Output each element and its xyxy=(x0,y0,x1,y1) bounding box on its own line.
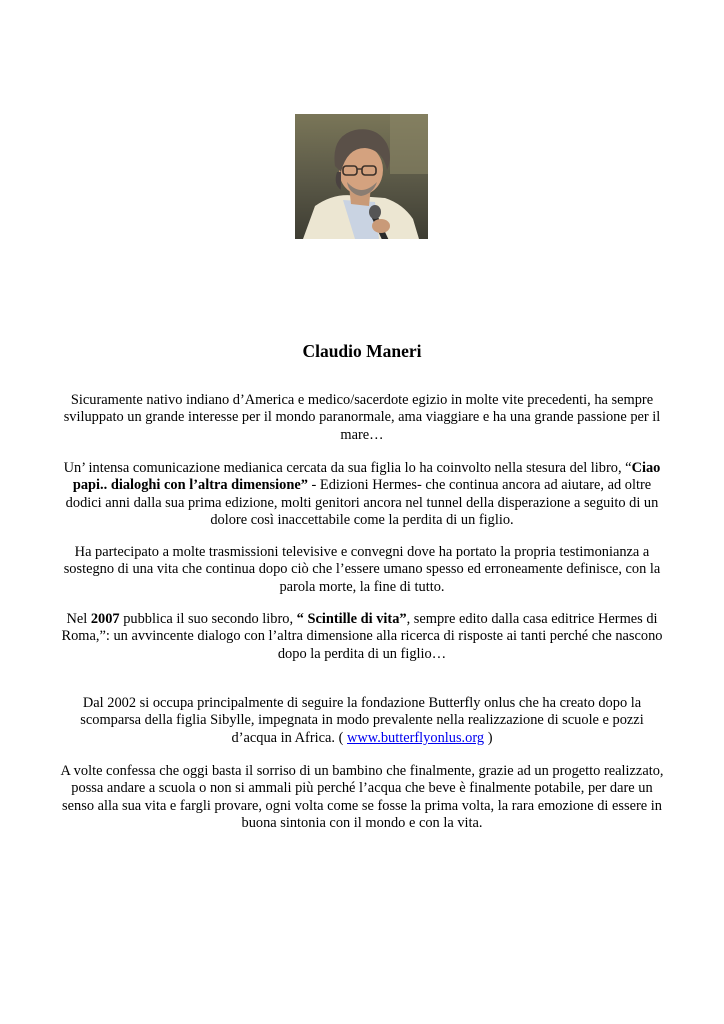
bio-paragraph-1: Sicuramente nativo indiano d’America e medico/sacerdote egizio in molte vite precedenti, ha sempre sviluppato un grande interesse per il mondo paranormale, ama viaggiare e ha una grande passione per il mare… xyxy=(63,392,661,443)
bio-paragraph-4 xyxy=(60,611,664,663)
author-name-title: Claudio Maneri xyxy=(302,341,422,361)
paragraph-text: , sempre edito dalla casa editrice Hermes di Roma,”: un avvincente dialogo con l’altra dimensione alla ricerca di risposte ai tanti perché che nascono dopo la perdita di un figlio… xyxy=(61,611,663,662)
publication-year: 2007 xyxy=(90,611,120,627)
bio-paragraph-5 xyxy=(60,695,664,747)
paragraph-text: - Edizioni Hermes- che continua ancora ad aiutare, ad oltre dodici anni dalla sua prima edizione, molti genitori ancora nel tunnel della disperazione a seguito di un dolore così inaccettabile come la perdita di un figlio. xyxy=(65,477,659,529)
paragraph-text: pubblica il suo secondo libro, xyxy=(119,611,297,627)
paragraph-text: Un’ intensa comunicazione medianica cercata da sua figlia lo ha coinvolto nella stesura del libro, “ xyxy=(63,460,632,476)
bio-paragraph-3: Ha partecipato a molte trasmissioni televisive e convegni dove ha portato la propria testimonianza a sostegno di una vita che continua dopo ciò che l’essere umano spesso ed erroneamente definisce, con la parola morte, la fine di tutto. xyxy=(63,544,661,595)
paragraph-text: Dal 2002 si occupa principalmente di seguire la fondazione Butterfly onlus che ha creato dopo la scomparsa della figlia Sibylle, impegnata in modo prevalente nella realizzazione di scuole e pozzi d’acqua in Africa. ( xyxy=(80,695,644,746)
paragraph-text: ) xyxy=(484,729,493,746)
paragraph-text: Nel xyxy=(66,611,91,627)
author-photo xyxy=(295,114,428,239)
bio-paragraph-6: A volte confessa che oggi basta il sorriso di un bambino che finalmente, grazie ad un progetto realizzato, possa andare a scuola o non si ammali più perché l’acqua che beve è finalmente potabile, per dare un senso alla sua vita e fargli provare, ogni volta come se fosse la prima volta, la rara emozione di essere in buona sintonia con il mondo e con la vita. xyxy=(60,763,664,832)
book-title-scintille: “ Scintille di vita” xyxy=(296,611,407,627)
bio-paragraph-2 xyxy=(60,460,664,530)
butterfly-onlus-link[interactable]: www.butterflyonlus.org xyxy=(346,729,485,746)
book-title-ciao-papi: Ciao papi.. dialoghi con l’altra dimensione” xyxy=(72,460,661,494)
